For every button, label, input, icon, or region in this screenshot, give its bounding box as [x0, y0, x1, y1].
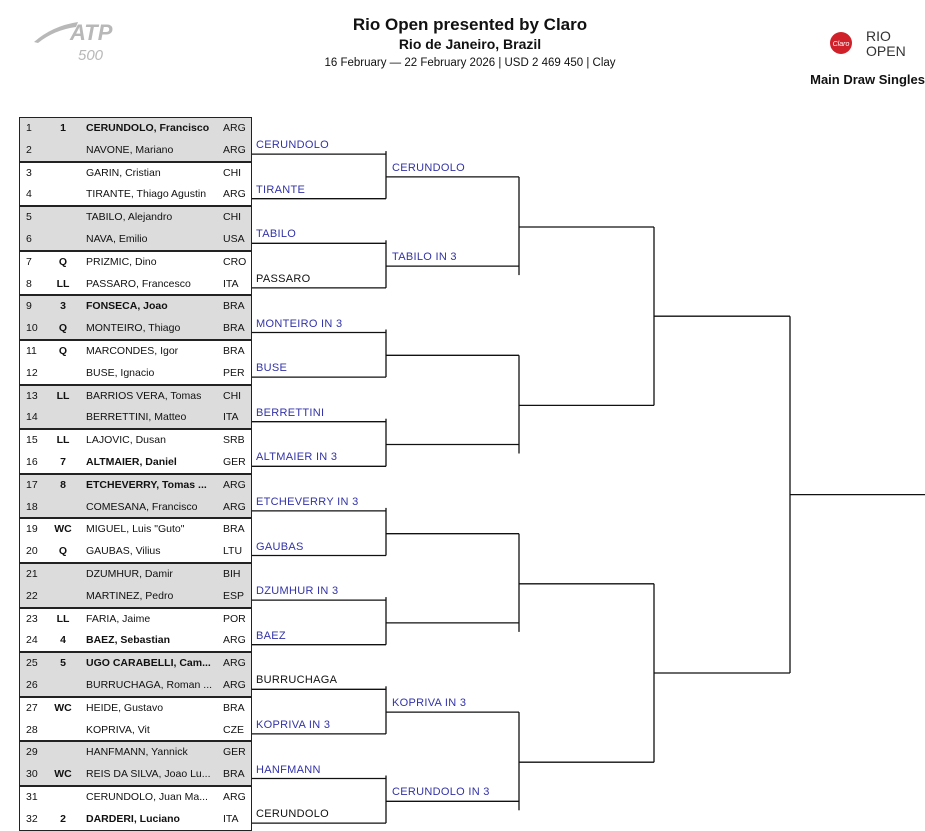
round1-result-text: ETCHEVERRY IN 3 — [256, 495, 359, 508]
seed-or-entry-type: LL — [56, 277, 70, 290]
round2-result — [392, 786, 490, 798]
player-country: CHI — [223, 166, 242, 179]
player-name: GAUBAS, Vilius — [86, 545, 161, 558]
player-country: ITA — [223, 812, 239, 825]
round1-result-text: ALTMAIER IN 3 — [256, 451, 338, 464]
player-country: LTU — [223, 545, 243, 558]
player-name: KOPRIVA, Vit — [86, 723, 150, 736]
player-country: ARG — [223, 678, 246, 691]
seed-or-entry-type: 8 — [60, 478, 66, 491]
round1-result — [256, 674, 337, 686]
player-country: ARG — [223, 143, 246, 156]
player-country: ARG — [223, 657, 246, 670]
round1-result-text: KOPRIVA IN 3 — [256, 718, 331, 731]
atp-logo-text: ATP — [70, 20, 113, 45]
draw-position: 29 — [26, 746, 38, 759]
player-name: TIRANTE, Thiago Agustin — [86, 188, 207, 201]
player-name: REIS DA SILVA, Joao Lu... — [86, 768, 211, 781]
player-name: COMESANA, Francisco — [86, 500, 198, 513]
seed-or-entry-type: Q — [58, 344, 68, 357]
player-name: FARIA, Jaime — [86, 612, 151, 625]
round1-result-text: HANFMANN — [256, 763, 321, 776]
round2-result — [392, 251, 457, 263]
player-name: NAVONE, Mariano — [86, 143, 174, 156]
player-country: ARG — [223, 634, 246, 647]
draw-position: 28 — [26, 723, 38, 736]
player-country: ITA — [223, 411, 239, 424]
tournament-details: 16 February — 22 February 2026 | USD 2 469 450 | Clay — [324, 57, 616, 69]
player-country: BRA — [223, 523, 245, 536]
player-name: BURRUCHAGA, Roman ... — [86, 678, 213, 691]
draw-position: 2 — [26, 143, 32, 156]
player-country: CRO — [223, 255, 247, 268]
draw-position: 18 — [26, 500, 38, 513]
player-name: FONSECA, Joao — [86, 300, 168, 313]
draw-position: 13 — [26, 389, 38, 402]
draw-position: 19 — [26, 523, 38, 536]
player-name: ALTMAIER, Daniel — [86, 455, 177, 468]
tournament-title: Rio Open presented by Claro — [352, 15, 588, 34]
player-country: CZE — [223, 723, 244, 736]
player-name: LAJOVIC, Dusan — [86, 434, 166, 447]
round1-result-text: BAEZ — [256, 629, 286, 642]
player-name: BUSE, Ignacio — [86, 366, 155, 379]
seed-or-entry-type: LL — [56, 389, 70, 402]
round1-result — [256, 496, 359, 508]
player-country: ARG — [223, 188, 246, 201]
player-country: ARG — [223, 122, 246, 134]
player-country: BRA — [223, 322, 245, 335]
draw-position: 11 — [26, 344, 37, 357]
draw-position: 24 — [26, 634, 38, 647]
round2-result-text: KOPRIVA IN 3 — [392, 697, 467, 710]
player-name: BERRETTINI, Matteo — [86, 411, 187, 424]
draw-position: 16 — [26, 455, 38, 468]
player-country: POR — [223, 612, 246, 625]
draw-position: 1 — [26, 122, 32, 134]
player-name: BARRIOS VERA, Tomas — [86, 389, 202, 402]
player-country: PER — [223, 366, 245, 379]
round1-result — [256, 585, 338, 597]
round1-result — [256, 630, 286, 642]
seed-or-entry-type: Q — [58, 255, 68, 268]
draw-position: 5 — [26, 211, 32, 224]
player-name: BAEZ, Sebastian — [86, 634, 171, 647]
player-name: MARCONDES, Igor — [86, 344, 179, 357]
seed-or-entry-type: 1 — [60, 122, 66, 134]
player-country: ESP — [223, 589, 245, 602]
player-country: BRA — [223, 300, 245, 313]
tournament-location: Rio de Janeiro, Brazil — [398, 36, 542, 52]
player-name: NAVA, Emilio — [86, 232, 148, 245]
player-country: GER — [223, 455, 246, 468]
player-country: ARG — [223, 790, 246, 803]
player-country: BRA — [223, 344, 245, 357]
round1-result — [256, 273, 310, 285]
player-name: ETCHEVERRY, Tomas ... — [86, 478, 207, 491]
player-name: GARIN, Cristian — [86, 166, 161, 179]
round2-result-text: CERUNDOLO IN 3 — [392, 786, 490, 799]
round1-result-text: DZUMHUR IN 3 — [256, 585, 339, 598]
seed-or-entry-type: 5 — [60, 657, 66, 670]
player-country: USA — [223, 232, 245, 245]
round1-result — [256, 541, 304, 553]
player-name: HEIDE, Gustavo — [86, 701, 164, 714]
round1-result-text: CERUNDOLO — [256, 808, 329, 821]
player-name: PASSARO, Francesco — [86, 277, 191, 290]
draw-position: 14 — [26, 411, 38, 424]
draw-position: 17 — [26, 478, 38, 491]
player-name: MIGUEL, Luis "Guto" — [86, 523, 185, 536]
round1-result — [256, 362, 287, 374]
player-name: PRIZMIC, Dino — [86, 255, 157, 268]
round1-result — [256, 451, 337, 463]
draw-position: 7 — [26, 255, 32, 268]
round1-result-text: TIRANTE — [256, 183, 306, 196]
seed-or-entry-type: 4 — [60, 634, 66, 647]
draw-position: 20 — [26, 545, 38, 558]
player-country: BIH — [223, 567, 241, 580]
draw-position: 15 — [26, 434, 38, 447]
player-name: CERUNDOLO, Juan Ma... — [86, 790, 208, 803]
rio-logo-line1: RIO — [866, 28, 891, 44]
draw-position: 9 — [26, 300, 32, 313]
draw-position: 32 — [26, 812, 38, 825]
round2-result — [392, 162, 465, 174]
round1-result-text: BUSE — [256, 362, 288, 375]
draw-position: 3 — [26, 166, 32, 179]
player-country: BRA — [223, 768, 245, 781]
draw-position: 4 — [26, 188, 32, 201]
draw-position: 25 — [26, 657, 38, 670]
seed-or-entry-type: WC — [54, 523, 72, 536]
round1-result-text: BERRETTINI — [256, 406, 325, 419]
draw-position: 27 — [26, 701, 38, 714]
round1-result — [256, 184, 305, 196]
round1-result-text: CERUNDOLO — [256, 139, 329, 152]
round1-result — [256, 719, 330, 731]
player-country: ARG — [223, 478, 246, 491]
player-country: ARG — [223, 500, 246, 513]
player-country: CHI — [223, 389, 242, 402]
round1-result — [256, 764, 321, 776]
seed-or-entry-type: WC — [54, 768, 72, 781]
round1-result-text: TABILO — [256, 228, 297, 241]
draw-position: 21 — [26, 567, 38, 580]
seed-or-entry-type: LL — [56, 434, 70, 447]
seed-or-entry-type: Q — [58, 545, 68, 558]
draw-position: 10 — [26, 322, 38, 335]
draw-position: 22 — [26, 589, 38, 602]
round1-result — [256, 139, 329, 151]
claro-badge-text: Claro — [832, 41, 850, 48]
seed-or-entry-type: 3 — [60, 300, 66, 313]
draw-type-label: Main Draw Singles — [810, 72, 925, 87]
player-country: SRB — [223, 434, 245, 447]
round1-result-text: BURRUCHAGA — [256, 674, 338, 687]
seed-or-entry-type: WC — [54, 701, 72, 714]
draw-position: 12 — [26, 366, 38, 379]
player-country: ITA — [223, 277, 239, 290]
player-name: UGO CARABELLI, Cam... — [86, 657, 211, 670]
round1-result-text: PASSARO — [256, 272, 311, 285]
seed-or-entry-type: LL — [56, 612, 70, 625]
player-name: TABILO, Alejandro — [86, 211, 173, 224]
draw-position: 23 — [26, 612, 38, 625]
draw-position: 31 — [26, 790, 38, 803]
rio-logo-line2: OPEN — [866, 43, 906, 59]
player-country: CHI — [223, 211, 242, 224]
player-name: CERUNDOLO, Francisco — [86, 122, 210, 134]
player-country: GER — [223, 746, 246, 759]
player-name: HANFMANN, Yannick — [86, 746, 188, 759]
draw-position: 30 — [26, 768, 38, 781]
round1-result — [256, 228, 296, 240]
seed-or-entry-type: 2 — [60, 812, 66, 825]
round2-result — [392, 697, 466, 709]
player-name: DZUMHUR, Damir — [86, 567, 173, 580]
player-country: BRA — [223, 701, 245, 714]
round1-result-text: MONTEIRO IN 3 — [256, 317, 343, 330]
round1-result-text: GAUBAS — [256, 540, 304, 553]
round1-result — [256, 407, 324, 419]
player-name: MONTEIRO, Thiago — [86, 322, 181, 335]
round1-result — [256, 808, 329, 820]
draw-position: 26 — [26, 678, 38, 691]
player-name: DARDERI, Luciano — [86, 812, 180, 825]
round1-result — [256, 318, 342, 330]
player-name: MARTINEZ, Pedro — [86, 589, 174, 602]
draw-position: 8 — [26, 277, 32, 290]
round2-result-text: TABILO IN 3 — [392, 251, 457, 264]
draw-position: 6 — [26, 232, 32, 245]
seed-or-entry-type: Q — [58, 322, 68, 335]
seed-or-entry-type: 7 — [60, 455, 66, 468]
atp-logo-level: 500 — [78, 47, 104, 64]
round2-result-text: CERUNDOLO — [392, 161, 465, 174]
